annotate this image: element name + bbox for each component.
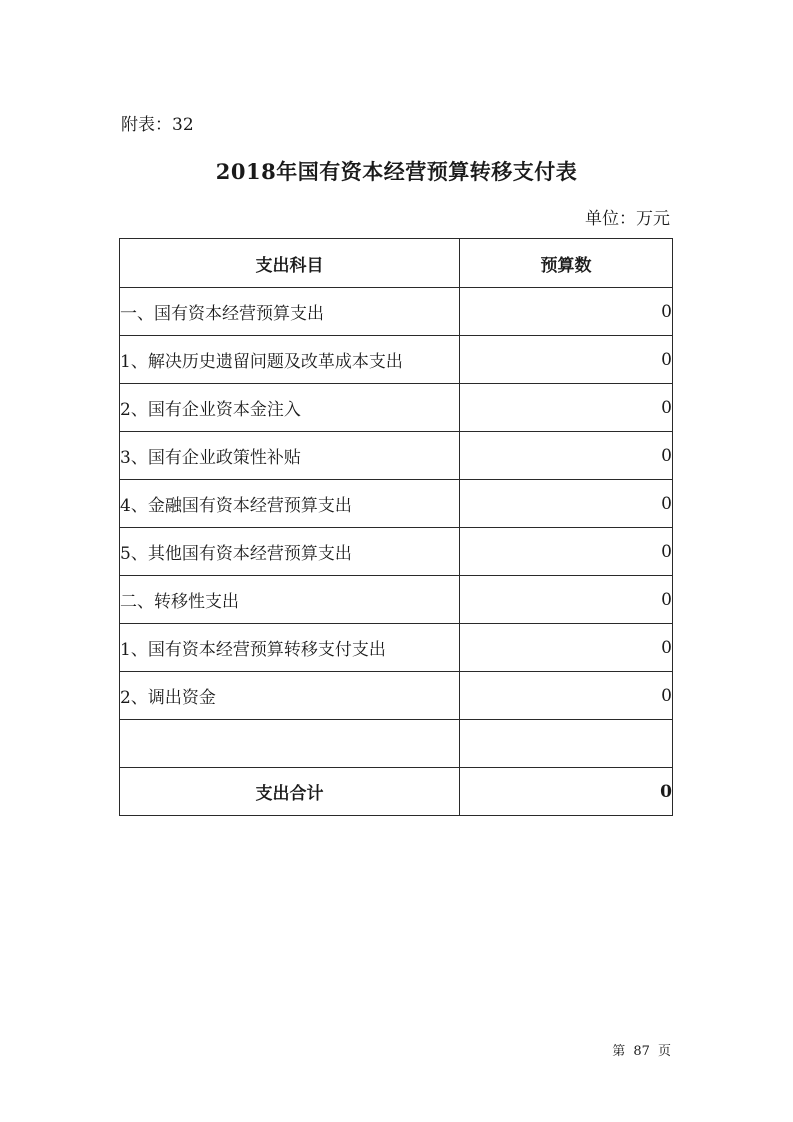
budget-table: [119, 238, 673, 816]
row-value: 0: [460, 384, 673, 432]
row-item: 2、调出资金: [120, 672, 460, 720]
table-row: [120, 576, 673, 624]
page-number: 第 87 页: [612, 1044, 671, 1059]
table-row: [120, 384, 673, 432]
row-item: 二、转移性支出: [120, 576, 460, 624]
row-value: 0: [460, 288, 673, 336]
row-item: 2、国有企业资本金注入: [120, 384, 460, 432]
row-item: 4、金融国有资本经营预算支出: [120, 480, 460, 528]
column-header-item: 支出科目: [120, 239, 460, 288]
row-item: [120, 720, 460, 768]
row-value: 0: [460, 672, 673, 720]
table-row: [120, 288, 673, 336]
total-row: [120, 768, 673, 816]
page-title: 2018年国有资本经营预算转移支付表: [215, 159, 578, 184]
row-value: [460, 720, 673, 768]
table-header-row: [120, 239, 673, 288]
appendix-label: 附表：32: [121, 115, 194, 135]
total-value: 0: [460, 768, 673, 816]
table-row-empty: [120, 720, 673, 768]
row-item: 3、国有企业政策性补贴: [120, 432, 460, 480]
table-row: [120, 336, 673, 384]
row-item: 5、其他国有资本经营预算支出: [120, 528, 460, 576]
row-value: 0: [460, 528, 673, 576]
table-row: [120, 480, 673, 528]
column-header-budget: 预算数: [460, 239, 673, 288]
row-value: 0: [460, 432, 673, 480]
row-value: 0: [460, 576, 673, 624]
row-item: 1、解决历史遗留问题及改革成本支出: [120, 336, 460, 384]
row-item: 1、国有资本经营预算转移支付支出: [120, 624, 460, 672]
row-item: 一、国有资本经营预算支出: [120, 288, 460, 336]
table-row: [120, 528, 673, 576]
table-row: [120, 432, 673, 480]
row-value: 0: [460, 480, 673, 528]
row-value: 0: [460, 624, 673, 672]
table-row: [120, 624, 673, 672]
total-label: 支出合计: [120, 768, 460, 816]
table-row: [120, 672, 673, 720]
row-value: 0: [460, 336, 673, 384]
unit-label: 单位：万元: [585, 209, 670, 229]
